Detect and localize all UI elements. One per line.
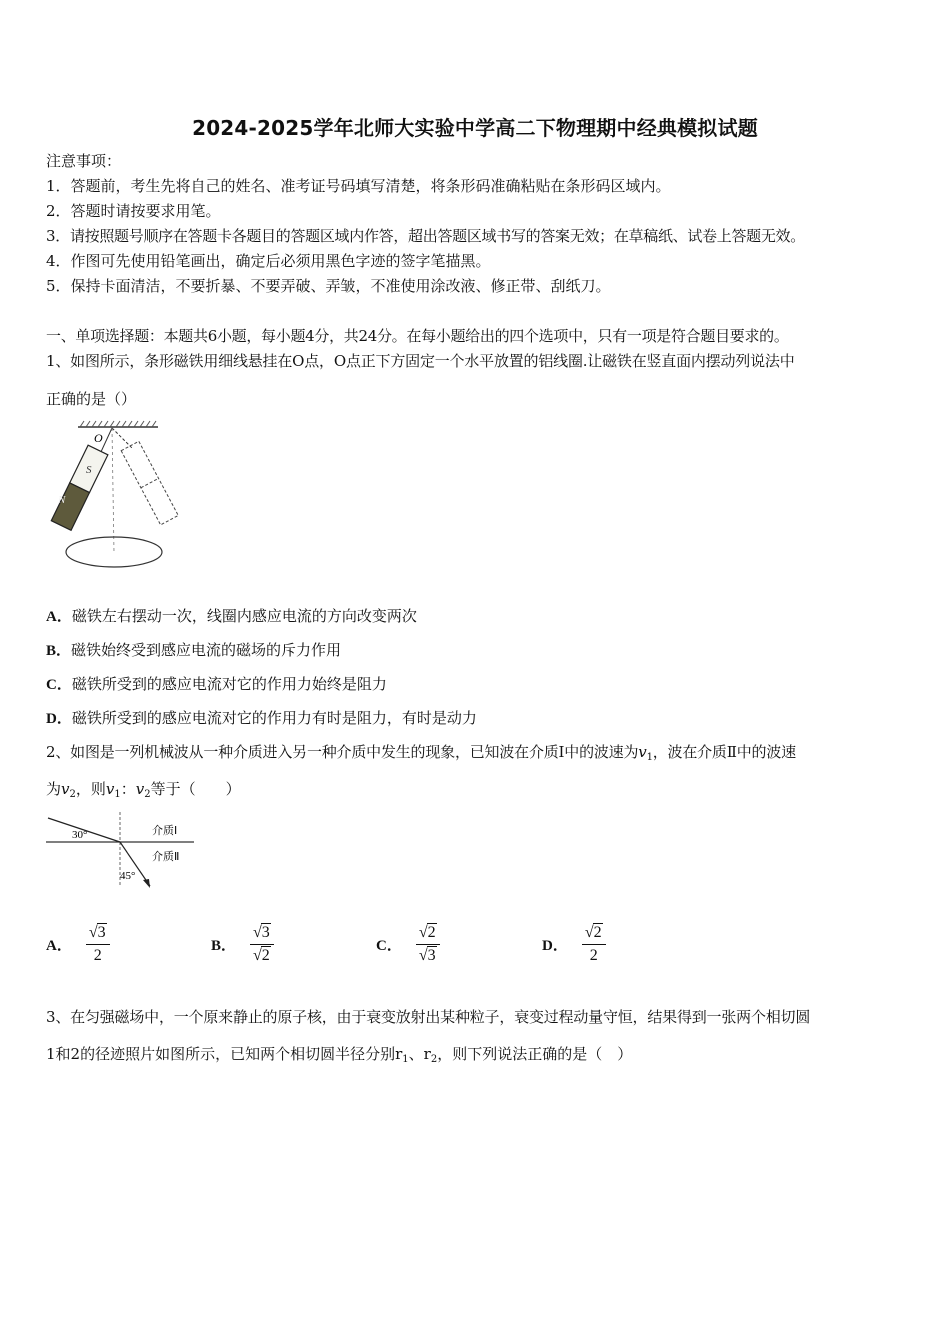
q2-option-a-den: 2: [93, 947, 102, 964]
q2-option-b[interactable]: [211, 924, 274, 965]
q3-stem-line2: [46, 1044, 632, 1070]
q1-option-d-text: 磁铁所受到的感应电流对它的作用力有时是阻力，有时是动力: [71, 709, 477, 727]
section-heading: 一、单项选择题：本题共6小题，每小题4分，共24分。在每小题给出的四个选项中，只有一项是符合题目要求的。: [46, 327, 789, 345]
q1-stem-line1: 1、如图所示，条形磁铁用细线悬挂在O点，O点正下方固定一个水平放置的铝线圈.让磁铁在竖直面内摆动列说法中: [46, 352, 795, 370]
q2-stem-text-a: 2、如图是一列机械波从一种介质进入另一种介质中发生的现象，已知波在介质Ⅰ中的波速为: [46, 743, 639, 761]
q2-angle-30: 30°: [72, 829, 88, 841]
q2-ratio-v2: v: [135, 780, 145, 798]
q2-stem-text-c: 为: [46, 780, 62, 798]
q2-option-d-fraction: $\frac{√2}{2}$: [582, 924, 606, 965]
page-title: 2024-2025学年北师大实验中学高二下物理期中经典模拟试题: [192, 116, 758, 140]
q3-stem-text-a: 1和2的径迹照片如图所示，已知两个相切圆半径分别: [46, 1045, 396, 1063]
notice-item-2: 2．答题时请按要求用笔。: [46, 202, 221, 220]
q2-angle-45: 45°: [120, 870, 136, 882]
q2-option-a-fraction: $\frac{√3}{2}$: [86, 924, 110, 965]
q2-stem-line1: [46, 742, 796, 768]
notice-heading: 注意事项：: [46, 152, 122, 170]
q1-option-c-letter: C．: [46, 677, 72, 693]
notice-item-5: 5．保持卡面清洁，不要折暴、不要弄破、弄皱，不准使用涂改液、修正带、刮纸刀。: [46, 277, 611, 295]
q1-label-o: O: [94, 431, 103, 445]
q2-option-c-fraction: $\frac{√2}{√3}$: [416, 924, 440, 965]
q2-option-a-num: 3: [97, 924, 106, 941]
q1-option-d[interactable]: [46, 708, 477, 729]
q1-option-c-text: 磁铁所受到的感应电流对它的作用力始终是阻力: [71, 675, 387, 693]
q2-option-c-letter: C．: [376, 938, 402, 954]
q1-option-b-text: 磁铁始终受到感应电流的磁场的斥力作用: [71, 641, 342, 659]
q2-medium-2: 介质Ⅱ: [152, 851, 180, 863]
q2-option-b-letter: B．: [211, 938, 237, 954]
q2-option-a-letter: A．: [46, 938, 72, 954]
q2-ratio-v2-sub: 2: [144, 789, 151, 800]
q3-r1: r: [395, 1045, 403, 1063]
q2-v1-sub: 1: [646, 752, 653, 763]
q2-option-a[interactable]: [46, 924, 110, 965]
q3-r2-sub: 2: [430, 1054, 438, 1065]
q2-option-c-num: 2: [427, 924, 436, 941]
notice-item-3: 3．请按照题号顺序在答题卡各题目的答题区域内作答，超出答题区域书写的答案无效；在草稿纸、试卷上答题无效。: [46, 227, 805, 245]
q3-stem-line1: 3、在匀强磁场中，一个原来静止的原子核，由于衰变放射出某种粒子，衰变过程动量守恒，结果得到一张两个相切圆: [46, 1008, 811, 1026]
q2-stem-line2: [46, 779, 241, 805]
q2-option-b-den: 2: [261, 947, 270, 964]
notice-item-1: 1．答题前，考生先将自己的姓名、准考证号码填写清楚，将条形码准确粘贴在条形码区域内。: [46, 177, 671, 195]
q3-sep: 、: [408, 1045, 424, 1063]
q1-option-a-text: 磁铁左右摆动一次，线圈内感应电流的方向改变两次: [71, 607, 417, 625]
q3-stem-text-b: ，则下列说法正确的是（ ）: [437, 1045, 633, 1063]
q2-option-b-fraction: $\frac{√3}{√2}$: [250, 924, 274, 965]
q2-v2: v: [61, 780, 70, 798]
q1-label-s: S: [86, 464, 92, 476]
q1-option-c[interactable]: [46, 674, 387, 695]
q1-option-a[interactable]: [46, 606, 417, 627]
q2-v2-sub: 2: [69, 789, 76, 800]
q1-option-a-letter: A．: [46, 609, 72, 625]
q2-option-b-num: 3: [261, 924, 270, 941]
q3-r2: r: [423, 1045, 431, 1063]
q2-option-d-letter: D．: [542, 938, 568, 954]
q2-stem-text-d: ，则: [75, 780, 106, 798]
q1-stem-line2: 正确的是（）: [46, 390, 137, 408]
q1-magnet-figure: [40, 418, 190, 578]
q1-option-b[interactable]: [46, 640, 341, 661]
q2-stem-text-b: ，波在介质Ⅱ中的波速: [652, 743, 796, 761]
q2-refraction-figure: [44, 808, 204, 894]
q2-ratio-colon: ：: [120, 780, 136, 798]
q2-medium-1: 介质Ⅰ: [152, 825, 178, 837]
q1-option-b-letter: B．: [46, 643, 72, 659]
notice-item-4: 4．作图可先使用铅笔画出，确定后必须用黑色字迹的签字笔描黑。: [46, 252, 491, 270]
q2-option-d-num: 2: [593, 924, 602, 941]
q2-ratio-v1-sub: 1: [114, 789, 121, 800]
q2-ratio-v1: v: [105, 780, 115, 798]
q2-option-c[interactable]: [376, 924, 440, 965]
q2-stem-text-e: 等于（ ）: [150, 780, 241, 798]
q2-option-d-den: 2: [589, 947, 598, 964]
q1-label-n: N: [58, 494, 66, 506]
q2-v1: v: [638, 743, 647, 761]
q2-option-d[interactable]: [542, 924, 606, 965]
q1-option-d-letter: D．: [46, 711, 72, 727]
q3-r1-sub: 1: [402, 1054, 409, 1065]
q2-option-c-den: 3: [427, 947, 436, 964]
